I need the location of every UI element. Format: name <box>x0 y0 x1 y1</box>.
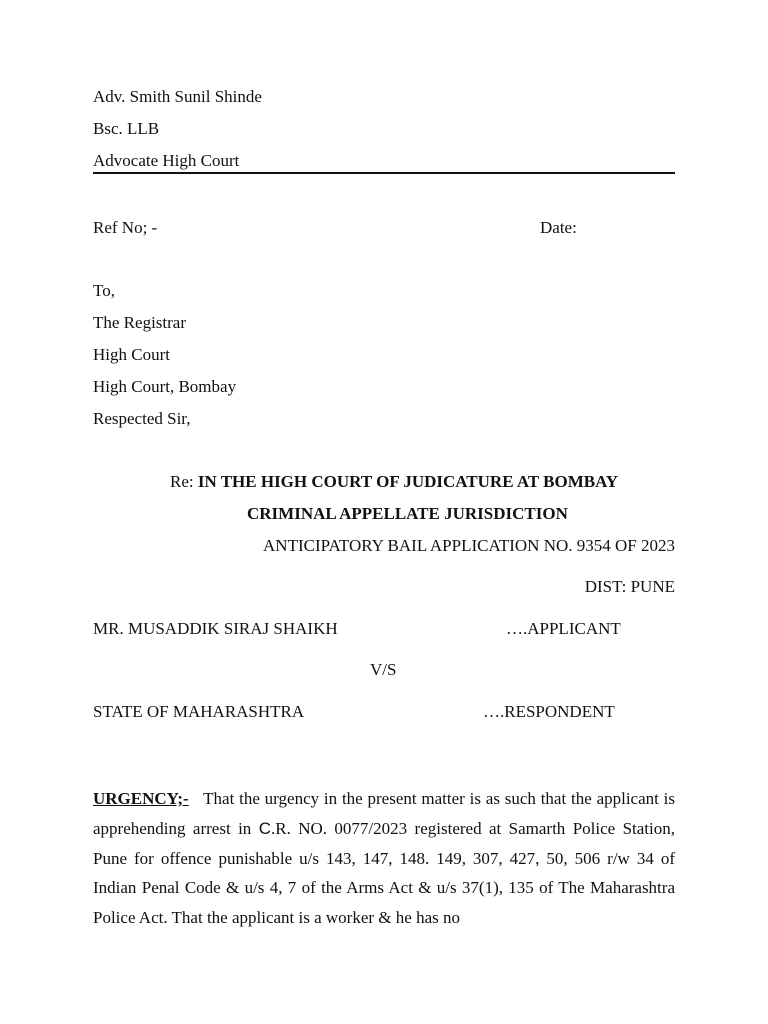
address-line-2: High Court <box>93 345 170 364</box>
district: DIST: PUNE <box>584 577 675 596</box>
urgency-text-2: .R. NO. 0077/2023 registered at Samarth Police Station, Pune for offence punishable u/s 143, 147, 148. 149, 307, 427, 50, 506 r/w 34 of Indian Penal Code & u/s 4, 7 of the Arms Act & u/s 37(1), 135 of The Maharashtra Police Act. That the applicant is a worker & he has no <box>93 818 676 928</box>
respondent-role: ….RESPONDENT <box>483 702 615 721</box>
versus-label: V/S <box>370 660 397 679</box>
urgency-paragraph <box>93 784 675 933</box>
letterhead-divider <box>93 172 675 174</box>
applicant-role: ….APPLICANT <box>506 619 621 638</box>
advocate-name: Adv. Smith Sunil Shinde <box>93 87 262 106</box>
respondent-name: STATE OF MAHARASHTRA <box>93 702 305 721</box>
advocate-degree: Bsc. LLB <box>93 119 160 138</box>
jurisdiction: CRIMINAL APPELLATE JURISDICTION <box>247 504 568 523</box>
court-name: IN THE HIGH COURT OF JUDICATURE AT BOMBAY <box>197 472 619 491</box>
ref-number-label: Ref No; - <box>93 218 158 237</box>
salutation: Respected Sir, <box>93 409 191 428</box>
date-label: Date: <box>540 218 577 237</box>
address-to: To, <box>93 281 115 300</box>
address-line-1: The Registrar <box>93 313 186 332</box>
urgency-text-1: That the urgency in the present matter is as such that the applicant is apprehending arrest in <box>93 789 676 838</box>
urgency-heading: URGENCY;- <box>93 789 189 808</box>
re-label: Re: <box>170 472 198 491</box>
cr-letter: C <box>258 818 271 838</box>
application-number: ANTICIPATORY BAIL APPLICATION NO. 9354 OF 2023 <box>263 536 675 555</box>
applicant-name: MR. MUSADDIK SIRAJ SHAIKH <box>93 619 338 638</box>
subject-court-line <box>170 472 618 492</box>
advocate-designation: Advocate High Court <box>93 151 240 170</box>
address-line-3: High Court, Bombay <box>93 377 237 396</box>
